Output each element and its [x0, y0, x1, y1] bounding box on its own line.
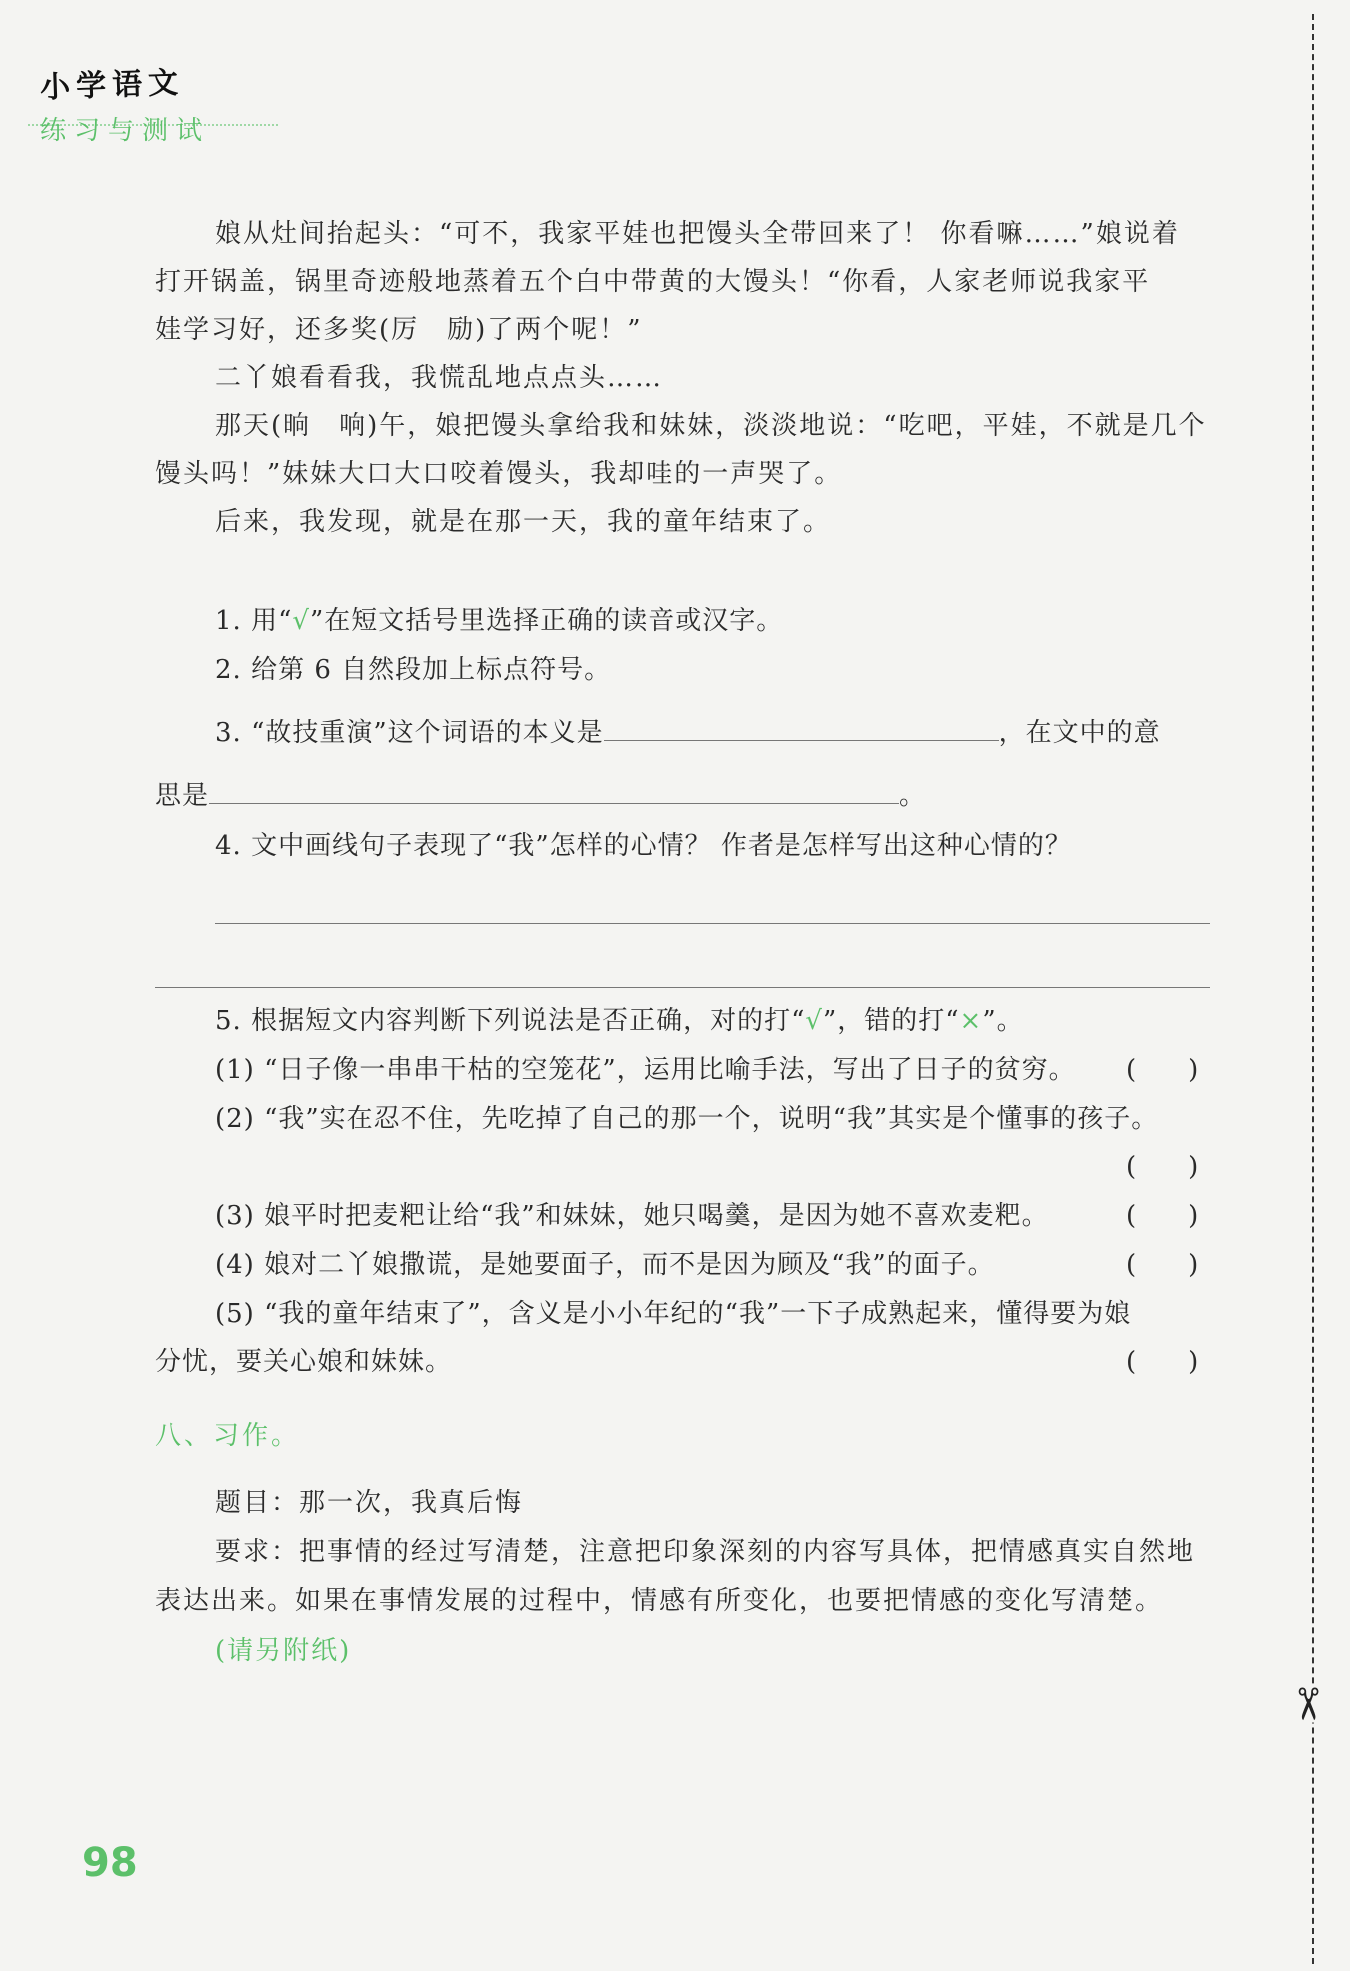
statement-5-line2: 分忧，要关心娘和妹妹。 — [155, 1347, 453, 1377]
question-2: 2. 给第 6 自然段加上标点符号。 — [215, 655, 612, 685]
question-5-mid: ”，错的打“ — [822, 1006, 960, 1036]
question-5-suffix: ”。 — [982, 1006, 1024, 1036]
writing-requirements-line2: 表达出来。如果在事情发展的过程中，情感有所变化，也要把情感的变化写清楚。 — [155, 1586, 1164, 1616]
writing-topic: 题目：那一次，我真后悔 — [215, 1488, 524, 1518]
answer-line-q4-2[interactable] — [155, 987, 1210, 988]
book-title: 小学语文 — [39, 65, 185, 106]
answer-line-q4-1[interactable] — [215, 923, 1210, 924]
question-3-end: 。 — [899, 781, 927, 811]
book-subtitle: 练习与测试 — [40, 116, 211, 146]
statement-2: (2) “我”实在忍不住，先吃掉了自己的那一个，说明“我”其实是个懂事的孩子。 — [215, 1104, 1159, 1134]
question-1-suffix: ”在短文括号里选择正确的读音或汉字。 — [309, 606, 784, 636]
cross-mark-icon: × — [959, 1006, 983, 1036]
answer-paren-2[interactable]: ( ) — [1126, 1152, 1199, 1182]
question-5 — [215, 997, 1275, 1045]
statement-5-line1: (5) “我的童年结束了”，含义是小小年纪的“我”一下子成熟起来，懂得要为娘 — [215, 1299, 1132, 1329]
statement-3: (3) 娘平时把麦粑让给“我”和妹妹，她只喝羹，是因为她不喜欢麦粑。 — [215, 1201, 1049, 1231]
cut-line — [1312, 14, 1314, 1964]
question-3-continuation: ，在文中的意 — [998, 718, 1161, 748]
statement-1: (1) “日子像一串串干枯的空笼花”，运用比喻手法，写出了日子的贫穷。 — [215, 1055, 1076, 1085]
answer-paren-5[interactable]: ( ) — [1126, 1347, 1199, 1377]
answer-paren-4[interactable]: ( ) — [1126, 1250, 1199, 1280]
check-mark-icon: √ — [805, 1006, 823, 1036]
answer-paren-1[interactable]: ( ) — [1126, 1055, 1199, 1085]
passage-p1-line1: 娘从灶间抬起头：“可不，我家平娃也把馒头全带回来了！ 你看嘛……”娘说着 — [215, 219, 1180, 249]
check-mark-icon: √ — [292, 606, 310, 636]
question-3-line2 — [155, 772, 1215, 820]
passage-p1-line3: 娃学习好，还多奖(厉 励)了两个呢！” — [155, 315, 643, 345]
answer-paren-3[interactable]: ( ) — [1126, 1201, 1199, 1231]
writing-requirements-line1: 要求：把事情的经过写清楚，注意把印象深刻的内容写具体，把情感真实自然地 — [215, 1537, 1196, 1567]
question-5-prefix: 5. 根据短文内容判断下列说法是否正确，对的打“ — [215, 1006, 806, 1036]
question-3-label: 思是 — [155, 781, 210, 811]
scissors-icon: ✂ — [1281, 1685, 1333, 1723]
page-number: 98 — [82, 1840, 138, 1886]
question-4: 4. 文中画线句子表现了“我”怎样的心情？ 作者是怎样写出这种心情的？ — [215, 831, 1072, 861]
passage-p1-line2: 打开锅盖，锅里奇迹般地蒸着五个白中带黄的大馒头！“你看，人家老师说我家平 — [155, 267, 1151, 297]
section-heading-writing: 八、习作。 — [155, 1421, 301, 1451]
passage-p2: 二丫娘看看我，我慌乱地点点头…… — [215, 363, 664, 393]
passage-p3-line2: 馒头吗！”妹妹大口大口咬着馒头，我却哇的一声哭了。 — [155, 459, 843, 489]
question-3-prompt: 3. “故技重演”这个词语的本义是 — [215, 718, 604, 748]
question-3-line1 — [215, 709, 1275, 757]
answer-blank-context-meaning[interactable] — [209, 773, 899, 804]
question-1 — [215, 597, 1275, 645]
question-1-prefix: 1. 用“ — [215, 606, 293, 636]
passage-p3-line1: 那天(晌 响)午，娘把馒头拿给我和妹妹，淡淡地说：“吃吧，平娃，不就是几个 — [215, 411, 1207, 441]
passage-p4: 后来，我发现，就是在那一天，我的童年结束了。 — [215, 507, 832, 537]
statement-4: (4) 娘对二丫娘撒谎，是她要面子，而不是因为顾及“我”的面子。 — [215, 1250, 995, 1280]
answer-blank-literal-meaning[interactable] — [604, 710, 999, 741]
attach-paper-note: (请另附纸) — [215, 1636, 352, 1666]
